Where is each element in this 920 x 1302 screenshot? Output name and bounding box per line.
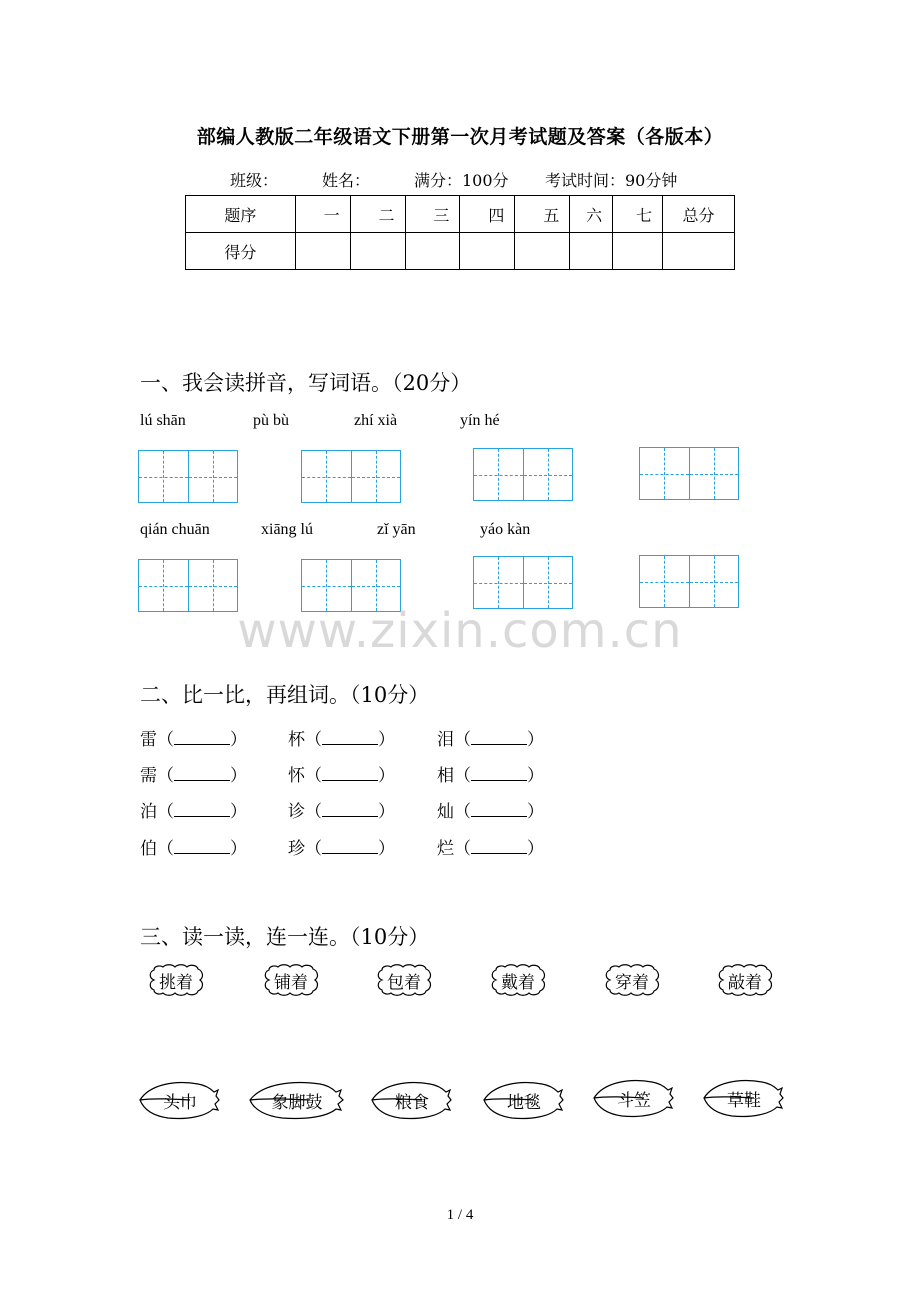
noun-text: 斗笠 [617, 1091, 651, 1111]
answer-blank[interactable] [322, 729, 378, 745]
score-input-cell[interactable] [570, 233, 613, 270]
answer-blank[interactable] [174, 838, 230, 854]
score-table-score-row [186, 233, 735, 270]
exam-time: 考试时间：90分钟 [545, 171, 678, 190]
word-item: 诊（ ） [288, 802, 395, 822]
word-char: 烂 [437, 839, 454, 859]
answer-blank[interactable] [174, 801, 230, 817]
verb-bubble[interactable] [263, 964, 319, 996]
grid-cell[interactable] [474, 557, 524, 608]
word-item: 需（ ） [140, 766, 247, 786]
verb-bubble[interactable] [376, 964, 432, 996]
pinyin-label: xiāng lú [261, 521, 313, 538]
verb-bubble[interactable] [717, 964, 773, 996]
writing-grid[interactable] [639, 447, 739, 500]
grid-cell[interactable] [690, 556, 739, 607]
word-char: 需 [140, 766, 157, 786]
noun-leaf[interactable] [592, 1076, 674, 1120]
pinyin-label: qián chuān [140, 521, 210, 538]
table-cell: 七 [613, 196, 663, 233]
word-item: 烂（ ） [437, 839, 544, 859]
word-item: 泊（ ） [140, 802, 247, 822]
word-item: 泪（ ） [437, 730, 544, 750]
noun-leaf[interactable] [702, 1076, 784, 1120]
pinyin-label: lú shān [140, 412, 186, 429]
noun-leaf[interactable] [248, 1078, 330, 1122]
word-char: 杯 [288, 730, 305, 750]
section3-heading: 三、读一读，连一连。（10分） [140, 925, 430, 949]
word-char: 雷 [140, 730, 157, 750]
full-score: 满分：100分 [414, 171, 509, 190]
score-input-cell[interactable] [460, 233, 515, 270]
table-cell: 得分 [186, 233, 296, 270]
noun-text: 草鞋 [727, 1091, 761, 1111]
noun-text: 象脚鼓 [271, 1093, 323, 1113]
name-label: 姓名： [322, 171, 371, 190]
verb-bubble[interactable] [148, 964, 204, 996]
noun-text: 粮食 [395, 1093, 429, 1113]
writing-grid[interactable] [473, 448, 573, 501]
verb-bubble[interactable] [490, 964, 546, 996]
writing-grid[interactable] [639, 555, 739, 608]
verb-text: 包着 [387, 973, 421, 993]
score-input-cell[interactable] [515, 233, 570, 270]
section2-heading: 二、比一比，再组词。（10分） [140, 683, 430, 707]
word-item: 杯（ ） [288, 730, 395, 750]
score-input-cell[interactable] [295, 233, 350, 270]
writing-grid[interactable] [138, 450, 238, 503]
pinyin-label: yáo kàn [480, 521, 531, 538]
word-item: 灿（ ） [437, 802, 544, 822]
page-number: 1 / 4 [446, 1207, 474, 1223]
score-input-cell[interactable] [350, 233, 405, 270]
table-cell: 四 [460, 196, 515, 233]
grid-cell[interactable] [524, 449, 573, 500]
grid-cell[interactable] [640, 448, 690, 499]
verb-text: 戴着 [501, 973, 535, 993]
word-char: 伯 [140, 839, 157, 859]
grid-cell[interactable] [302, 451, 352, 502]
table-cell: 一 [295, 196, 350, 233]
verb-text: 铺着 [274, 973, 308, 993]
verb-text: 挑着 [159, 973, 193, 993]
word-char: 灿 [437, 802, 454, 822]
answer-blank[interactable] [174, 765, 230, 781]
score-input-cell[interactable] [663, 233, 735, 270]
score-input-cell[interactable] [613, 233, 663, 270]
noun-leaf[interactable] [482, 1078, 564, 1122]
answer-blank[interactable] [471, 838, 527, 854]
word-char: 怀 [288, 766, 305, 786]
word-item: 珍（ ） [288, 839, 395, 859]
word-item: 相（ ） [437, 766, 544, 786]
score-table [185, 195, 735, 270]
verb-bubble[interactable] [604, 964, 660, 996]
word-item: 雷（ ） [140, 730, 247, 750]
answer-blank[interactable] [471, 729, 527, 745]
word-char: 相 [437, 766, 454, 786]
table-cell: 题序 [186, 196, 296, 233]
writing-grid[interactable] [473, 556, 573, 609]
answer-blank[interactable] [174, 729, 230, 745]
grid-cell[interactable] [524, 557, 573, 608]
section1-heading: 一、我会读拼音，写词语。（20分） [140, 371, 472, 395]
pinyin-label: zhí xià [354, 412, 398, 429]
pinyin-label: pù bù [253, 412, 289, 429]
table-cell: 二 [350, 196, 405, 233]
table-cell: 五 [515, 196, 570, 233]
word-item: 伯（ ） [140, 839, 247, 859]
watermark: www.zixin.com.cn [237, 603, 683, 659]
table-cell: 六 [570, 196, 613, 233]
pinyin-label: yín hé [460, 412, 500, 429]
pinyin-label: zǐ yān [377, 521, 416, 538]
class-label: 班级： [230, 171, 279, 190]
score-table-header-row [186, 196, 735, 233]
noun-leaf[interactable] [138, 1078, 220, 1122]
word-char: 泊 [140, 802, 157, 822]
table-cell: 三 [405, 196, 460, 233]
answer-blank[interactable] [322, 765, 378, 781]
verb-text: 穿着 [615, 973, 649, 993]
answer-blank[interactable] [322, 801, 378, 817]
writing-grid[interactable] [301, 450, 401, 503]
noun-text: 地毯 [507, 1093, 541, 1113]
score-input-cell[interactable] [405, 233, 460, 270]
grid-cell[interactable] [352, 451, 401, 502]
answer-blank[interactable] [322, 838, 378, 854]
grid-cell[interactable] [474, 449, 524, 500]
noun-text: 头巾 [163, 1093, 197, 1113]
grid-cell[interactable] [139, 451, 189, 502]
noun-leaf[interactable] [370, 1078, 452, 1122]
verb-text: 敲着 [728, 973, 762, 993]
grid-cell[interactable] [640, 556, 690, 607]
grid-cell[interactable] [690, 448, 739, 499]
word-char: 珍 [288, 839, 305, 859]
table-cell: 总分 [663, 196, 735, 233]
answer-blank[interactable] [471, 801, 527, 817]
answer-blank[interactable] [471, 765, 527, 781]
word-char: 诊 [288, 802, 305, 822]
grid-cell[interactable] [189, 451, 238, 502]
word-char: 泪 [437, 730, 454, 750]
page-title: 部编人教版二年级语文下册第一次月考试题及答案（各版本） [196, 126, 724, 148]
word-item: 怀（ ） [288, 766, 395, 786]
